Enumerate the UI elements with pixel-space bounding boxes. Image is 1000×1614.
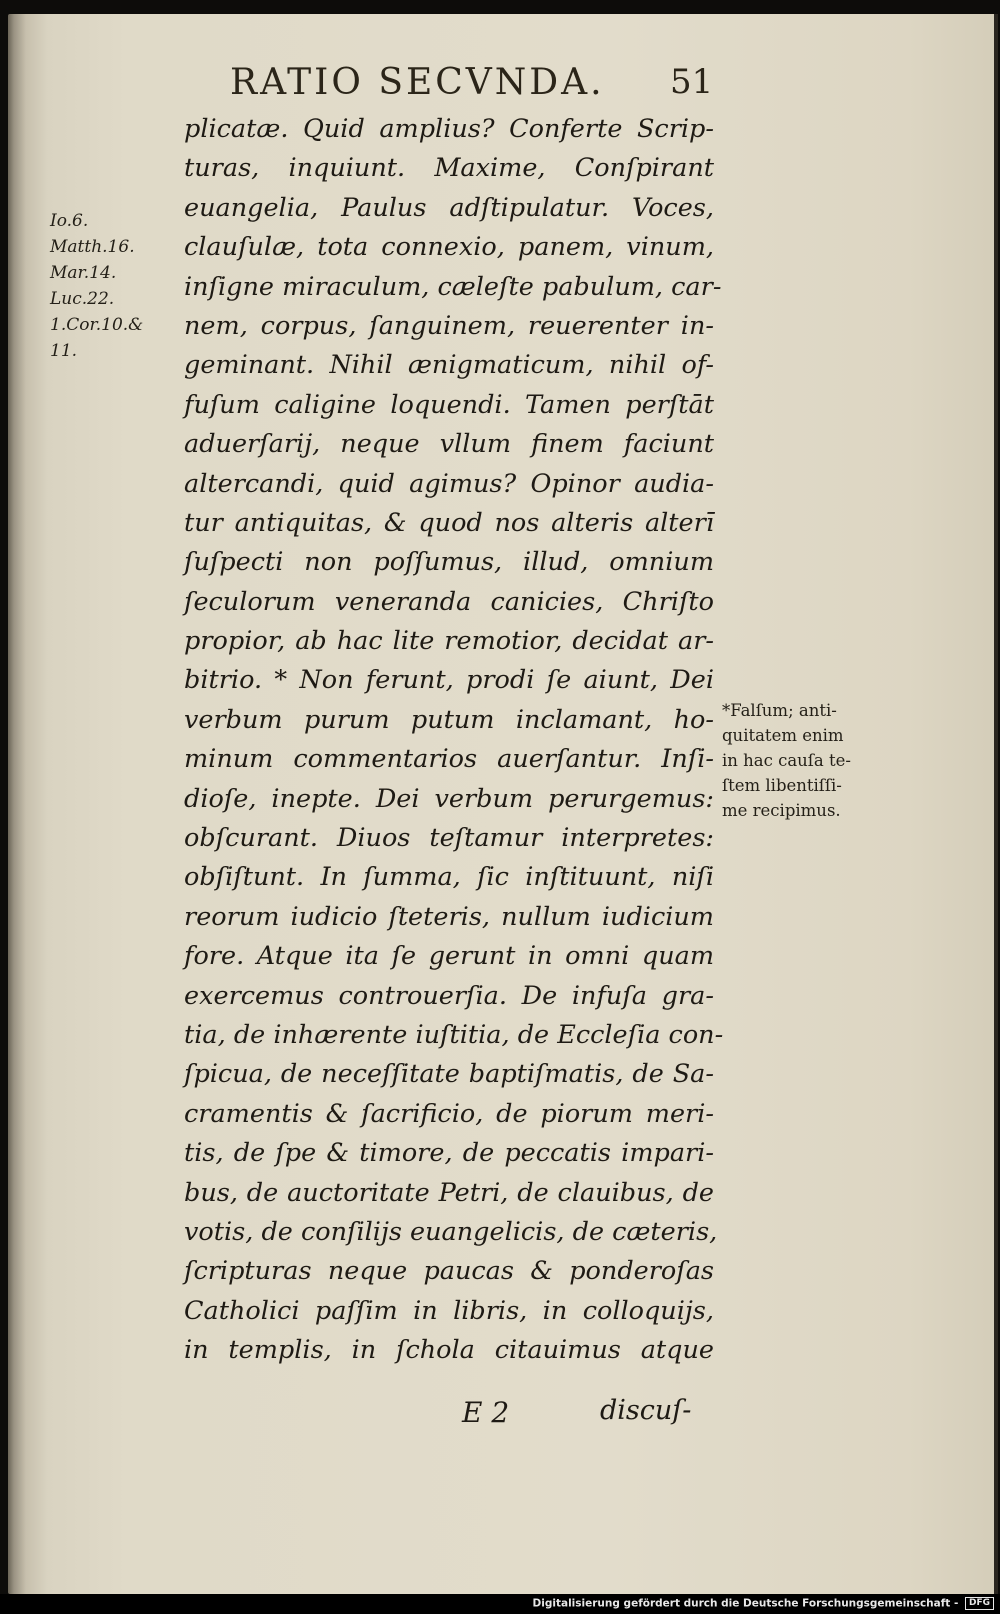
text-line: obſcurant. Diuos teſtamur interpretes: (184, 823, 714, 854)
text-line: tis, de ſpe & timore, de peccatis impari- (184, 1138, 714, 1169)
margin-ref: 1.Cor.10.& (50, 315, 144, 335)
margin-ref: Matth.16. (50, 237, 135, 257)
text-line: cramentis & ſacrificio, de piorum meri- (184, 1098, 714, 1129)
text-line: euangelia, Paulus adſtipulatur. Voces, (184, 192, 714, 223)
margin-ref: Io.6. (50, 211, 89, 231)
text-line: minum commentarios auerſantur. Inſi- (184, 744, 714, 775)
page-edge-shadow (994, 14, 998, 1594)
margin-note-line: ſtem libentiſſi- (722, 776, 842, 795)
text-line: aduerſarij, neque vllum finem faciunt (184, 429, 714, 460)
text-line: fore. Atque ita ſe gerunt in omni quam (184, 941, 714, 972)
left-margin-references (50, 208, 182, 364)
text-line: tur antiquitas, & quod nos alteris alterī (184, 507, 714, 538)
margin-ref: Mar.14. (50, 263, 117, 283)
text-line: in templis, in ſchola citauimus atque (184, 1335, 714, 1366)
text-line: obſiſtunt. In ſumma, ſic inſtituunt, niſi (184, 862, 714, 893)
text-line: bus, de auctoritate Petri, de clauibus, de (184, 1177, 714, 1208)
text-line: altercandi, quid agimus? Opinor audia- (184, 468, 714, 499)
text-line: ſpicua, de neceſſitate baptiſmatis, de Sa- (184, 1059, 714, 1090)
text-line: dioſe, inepte. Dei verbum perurgemus: (184, 783, 714, 814)
text-line: plicatæ. Quid amplius? Conferte Scrip- (184, 114, 714, 144)
main-text-block (184, 110, 724, 1371)
dfg-logo-icon: DFG (965, 1597, 994, 1610)
text-line: ſcripturas neque paucas & ponderoſas (184, 1256, 714, 1287)
running-head-title: RATIO SECVNDA. (230, 62, 605, 103)
text-line: Catholici paſſim in libris, in colloquijs, (184, 1295, 714, 1326)
margin-note-line: *Falſum; anti- (722, 701, 837, 720)
text-line: verbum purum putum inclamant, ho- (184, 704, 714, 735)
text-line: votis, de conſilijs euangelicis, de cæteris, (184, 1216, 718, 1247)
text-line: fuſum caligine loquendi. Tamen perſtāt (184, 389, 714, 420)
page-number: 51 (670, 62, 714, 102)
text-line: reorum iudicio ſteteris, nullum iudicium (184, 901, 714, 932)
text-line: inſigne miraculum, cæleſte pabulum, car- (184, 271, 722, 302)
credit-text: Digitalisierung gefördert durch die Deutsche Forschungsgemeinschaft - (532, 1597, 959, 1610)
digitization-credit (533, 1597, 994, 1610)
margin-note-line: in hac cauſa te- (722, 751, 851, 770)
running-head (230, 62, 730, 103)
text-line: clauſulæ, tota connexio, panem, vinum, (184, 232, 714, 263)
right-margin-note (722, 698, 894, 823)
signature-mark: E 2 (462, 1396, 510, 1429)
text-line: bitrio. * Non ferunt, prodi ſe aiunt, Dei (184, 665, 714, 696)
text-line: exercemus controuerſia. De infuſa gra- (184, 980, 714, 1011)
text-line: ſuſpecti non poſſumus, illud, omnium (184, 547, 714, 578)
text-line: propior, ab hac lite remotior, decidat ar- (184, 626, 714, 657)
text-line: nem, corpus, ſanguinem, reuerenter in- (184, 310, 714, 341)
text-line: geminant. Nihil ænigmaticum, nihil of- (184, 350, 714, 381)
margin-note-line: quitatem enim (722, 726, 844, 745)
margin-ref: Luc.22. (50, 289, 115, 309)
text-line: ſeculorum veneranda canicies, Chriſto (184, 586, 714, 617)
margin-ref: 11. (50, 341, 78, 361)
margin-note-line: me recipimus. (722, 801, 841, 820)
text-line: tia, de inhærente iuſtitia, de Eccleſia con- (184, 1019, 724, 1050)
catchword: discuſ- (600, 1395, 692, 1426)
text-line: turas, inquiunt. Maxime, Conſpirant (184, 153, 714, 184)
